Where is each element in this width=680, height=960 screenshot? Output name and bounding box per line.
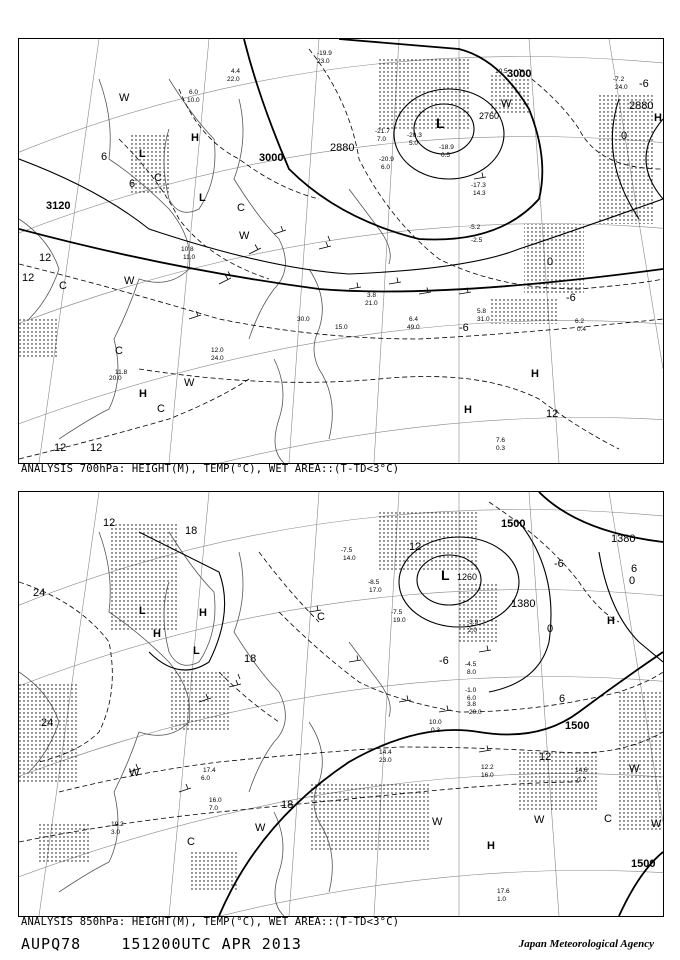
center-label: L bbox=[139, 148, 146, 160]
chart-700hpa bbox=[19, 39, 663, 463]
station-value: -4.5 bbox=[465, 661, 477, 668]
temp-label: 12 bbox=[90, 442, 103, 454]
station-value: 3.8 bbox=[367, 292, 377, 299]
height-label: 2880 bbox=[330, 142, 355, 154]
product-id: AUPQ78 bbox=[21, 935, 82, 953]
temp-label: 6 bbox=[101, 151, 108, 163]
station-value: 17.0 bbox=[369, 587, 382, 594]
temp-label: 24 bbox=[33, 587, 46, 599]
map-panel-850hpa bbox=[18, 491, 664, 917]
center-label: C bbox=[317, 611, 325, 623]
station-value: 14.3 bbox=[473, 190, 486, 197]
center-label: H bbox=[464, 404, 472, 416]
station-value: 7.0 bbox=[209, 805, 219, 812]
station-value: 2.0 bbox=[468, 627, 478, 634]
center-label: W bbox=[432, 816, 443, 828]
height-label: 1500 bbox=[501, 518, 526, 530]
station-value: -8.5 bbox=[368, 579, 380, 586]
temp-label: -6 bbox=[439, 655, 449, 667]
center-label: C bbox=[237, 202, 245, 214]
station-value: -17.3 bbox=[471, 182, 486, 189]
height-label: 3120 bbox=[46, 200, 71, 212]
caption-850hpa: ANALYSIS 850hPa: HEIGHT(M), TEMP(°C), WET AREA::(T-TD<3°C) bbox=[21, 916, 400, 928]
station-value: 49.0 bbox=[407, 324, 420, 331]
station-value: -21.7 bbox=[375, 128, 390, 135]
temp-label: 0 bbox=[621, 130, 628, 142]
station-value: 10.0 bbox=[429, 719, 442, 726]
center-label: H bbox=[199, 607, 207, 619]
station-value: 31.0 bbox=[477, 316, 490, 323]
station-value: 7.6 bbox=[496, 437, 506, 444]
temp-label: -6 bbox=[639, 78, 649, 90]
temp-label: 12 bbox=[409, 541, 422, 553]
station-value: 17.6 bbox=[497, 888, 510, 895]
station-value: 11.0 bbox=[183, 254, 196, 261]
height-label: 3000 bbox=[507, 68, 532, 80]
station-value: 22.0 bbox=[227, 76, 240, 83]
station-value: 6.4 bbox=[409, 316, 419, 323]
center-label: W bbox=[124, 275, 135, 287]
station-value: 6.0 bbox=[201, 775, 211, 782]
center-label: H bbox=[139, 388, 147, 400]
temp-label: 12 bbox=[22, 272, 35, 284]
temp-label: -6 bbox=[554, 558, 564, 570]
center-label: W bbox=[629, 763, 640, 775]
map-panel-700hpa bbox=[18, 38, 664, 464]
station-value: -20.3 bbox=[407, 132, 422, 139]
station-value: 6.0 bbox=[189, 89, 199, 96]
station-value: 3.0 bbox=[111, 829, 121, 836]
wind-barbs bbox=[189, 173, 486, 320]
temp-label: 0 bbox=[629, 575, 636, 587]
chart-850hpa bbox=[19, 492, 663, 916]
center-label: L bbox=[436, 115, 445, 131]
station-value: -0.7 bbox=[575, 777, 587, 784]
station-value: 5.8 bbox=[477, 308, 487, 315]
station-value: 0.5 bbox=[441, 152, 451, 159]
station-value: -7.2 bbox=[613, 76, 625, 83]
center-label: H bbox=[654, 112, 662, 124]
temp-label: 12 bbox=[103, 517, 116, 529]
temp-label: -6 bbox=[459, 322, 469, 334]
product-header bbox=[21, 935, 302, 953]
temp-label: 12 bbox=[39, 252, 52, 264]
center-label: C bbox=[187, 836, 195, 848]
station-value: 14.0 bbox=[343, 555, 356, 562]
station-value: -1.0 bbox=[465, 687, 477, 694]
center-label: C bbox=[154, 172, 162, 184]
station-value: -7.5 bbox=[391, 609, 403, 616]
center-label: L bbox=[441, 567, 450, 583]
center-label: W bbox=[534, 814, 545, 826]
station-value: 12.0 bbox=[211, 347, 224, 354]
temp-label: 12 bbox=[546, 408, 559, 420]
station-value: 8.0 bbox=[467, 669, 477, 676]
station-value: -18.9 bbox=[439, 144, 454, 151]
station-value: -5.2 bbox=[469, 224, 481, 231]
center-label: W bbox=[255, 822, 266, 834]
station-value: 11.8 bbox=[115, 369, 128, 376]
center-label: H bbox=[607, 615, 615, 627]
station-value: 21.0 bbox=[365, 300, 378, 307]
temp-label: 0 bbox=[547, 256, 554, 268]
station-value: 14.4 bbox=[379, 749, 392, 756]
caption-700hpa: ANALYSIS 700hPa: HEIGHT(M), TEMP(°C), WET AREA::(T-TD<3°C) bbox=[21, 463, 400, 475]
height-label: 1500 bbox=[631, 858, 656, 870]
center-label: W bbox=[501, 98, 512, 110]
temp-label: -6 bbox=[566, 292, 576, 304]
height-label: 1500 bbox=[565, 720, 590, 732]
center-label: H bbox=[531, 368, 539, 380]
temp-label: 6 bbox=[129, 178, 136, 190]
valid-time: 151200UTC APR 2013 bbox=[121, 935, 302, 953]
agency-name: Japan Meteorological Agency bbox=[518, 938, 654, 950]
station-value: -7.5 bbox=[341, 547, 353, 554]
center-label: W bbox=[119, 92, 130, 104]
center-label: L bbox=[193, 645, 200, 657]
center-label: W bbox=[184, 377, 195, 389]
center-label: H bbox=[191, 132, 199, 144]
station-value: 0.3 bbox=[431, 727, 441, 734]
center-label: W bbox=[129, 767, 140, 779]
height-label: 1260 bbox=[457, 572, 478, 582]
station-value: 20.0 bbox=[109, 375, 122, 382]
station-value: 6.2 bbox=[575, 318, 585, 325]
station-value: 20.0 bbox=[469, 709, 482, 716]
station-value: 1.0 bbox=[497, 896, 507, 903]
station-value: 23.0 bbox=[317, 58, 330, 65]
station-value: 6.0 bbox=[381, 164, 391, 171]
center-label: H bbox=[487, 840, 495, 852]
station-value: 4.4 bbox=[231, 68, 241, 75]
station-value: 7.0 bbox=[377, 136, 387, 143]
station-value: 23.0 bbox=[379, 757, 392, 764]
temp-label: 0 bbox=[547, 623, 554, 635]
height-label: 2760 bbox=[479, 111, 500, 121]
station-value: 0.3 bbox=[496, 445, 506, 452]
center-label: H bbox=[153, 628, 161, 640]
station-value: 15.0 bbox=[335, 324, 348, 331]
station-value: 6.0 bbox=[467, 695, 477, 702]
center-label: C bbox=[115, 345, 123, 357]
height-label: 2880 bbox=[629, 100, 654, 112]
height-label: 1380 bbox=[511, 598, 536, 610]
center-label: C bbox=[157, 403, 165, 415]
station-value: 24.0 bbox=[615, 84, 628, 91]
station-value: 14.6 bbox=[575, 767, 588, 774]
station-value: 10.0 bbox=[187, 97, 200, 104]
station-value: -20.9 bbox=[379, 156, 394, 163]
station-value: 3.8 bbox=[467, 701, 477, 708]
center-label: C bbox=[604, 813, 612, 825]
station-value: 24.0 bbox=[211, 355, 224, 362]
station-value: -2.5 bbox=[471, 237, 483, 244]
height-label: 3000 bbox=[259, 152, 284, 164]
center-label: W bbox=[239, 230, 250, 242]
center-label: W bbox=[651, 818, 662, 830]
temp-label: 18 bbox=[244, 653, 257, 665]
temp-label: 6 bbox=[559, 693, 566, 705]
center-label: L bbox=[139, 605, 146, 617]
temp-label: 18 bbox=[281, 799, 294, 811]
station-value: 10.5 bbox=[495, 68, 508, 75]
height-label: 1380 bbox=[611, 533, 636, 545]
station-value: 10.8 bbox=[181, 246, 194, 253]
temp-label: 24 bbox=[41, 717, 54, 729]
station-value: 19.0 bbox=[393, 617, 406, 624]
temp-label: 18 bbox=[185, 525, 198, 537]
temp-label: 6 bbox=[631, 563, 638, 575]
station-value: -3.9 bbox=[467, 619, 479, 626]
station-value: 16.0 bbox=[481, 772, 494, 779]
station-value: 19.2 bbox=[111, 821, 124, 828]
station-value: 12.2 bbox=[481, 764, 494, 771]
center-label: C bbox=[59, 280, 67, 292]
station-value: 0.4 bbox=[577, 326, 587, 333]
temp-label: 12 bbox=[54, 442, 67, 454]
temp-label: 12 bbox=[539, 751, 552, 763]
station-value: 17.4 bbox=[203, 767, 216, 774]
station-value: 16.0 bbox=[209, 797, 222, 804]
station-value: 30.0 bbox=[297, 316, 310, 323]
station-value: 5.0 bbox=[409, 140, 419, 147]
center-label: L bbox=[199, 192, 206, 204]
station-value: -19.9 bbox=[317, 50, 332, 57]
